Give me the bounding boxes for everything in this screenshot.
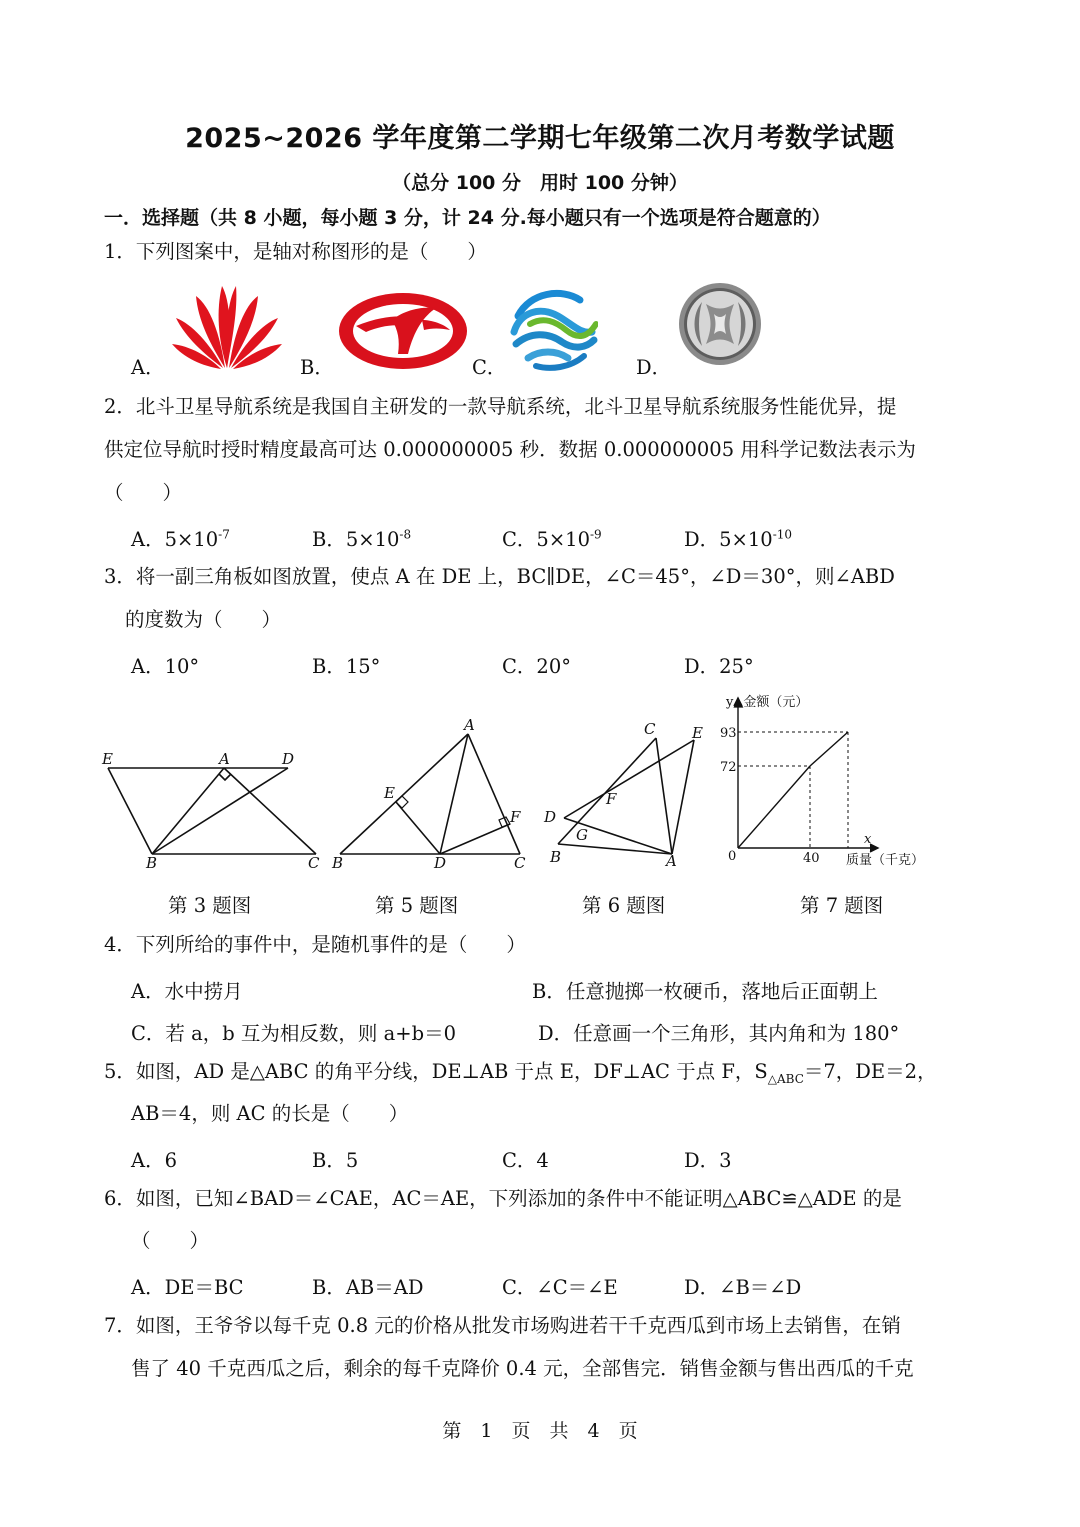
fig5-label-f: F [510,808,521,826]
fig5-label-c: C [514,854,526,872]
q1-option-b-label: B． [300,356,334,379]
q5-option-c: C．4 [502,1149,549,1172]
swirl-logo-icon [510,286,598,372]
fig6-label-b: B [550,848,562,866]
figure-5-diagram [328,716,538,874]
fan-logo-icon [170,282,285,370]
fig5-label-b: B [332,854,344,872]
q2-option-c: C．$5\times 10^{-9}$ [502,527,602,551]
fig7-y-axis-label: y▲金额（元） [726,695,809,710]
silver-ring-logo-icon [676,280,764,368]
q3-option-c: C．20° [502,655,571,678]
page-footer: 第 1 页 共 4 页 [442,1420,638,1442]
fig3-label-d: D [282,750,295,768]
fig3-label-b: B [146,854,158,872]
question-6-line-1: 6．如图，已知∠BAD＝∠CAE，AC＝AE，下列添加的条件中不能证明△ABC≌△ADE 的是 [104,1187,902,1210]
question-5-line-2: AB＝4，则 AC 的长是（ ） [131,1102,409,1125]
fig7-origin: 0 [728,849,737,864]
fig3-label-e: E [102,750,113,768]
fig6-label-e: E [692,724,703,742]
question-7-line-1: 7．如图，王爷爷以每千克 0.8 元的价格从批发市场购进若干千克西瓜到市场上去销售，在销 [104,1314,901,1337]
question-3-line-2: 的度数为（ ） [125,608,282,631]
q6-option-a: A．DE＝BC [131,1276,244,1299]
q2-option-b: B．$5\times 10^{-8}$ [312,527,412,551]
figure-3-caption: 第 3 题图 [168,894,252,917]
question-6-line-2: （ ） [131,1229,210,1252]
figure-7-caption: 第 7 题图 [800,894,884,917]
q1-option-a-label: A． [131,356,165,379]
figure-5-caption: 第 5 题图 [375,894,459,917]
question-3-line-1: 3．将一副三角板如图放置，使点 A 在 DE 上，BC∥DE，∠C＝45°，∠D＝30°，则∠ABD [104,565,895,588]
q4-option-b: B．任意抛掷一枚硬币，落地后正面朝上 [532,980,878,1003]
q3-option-b: B．15° [312,655,381,678]
question-1-stem: 1．下列图案中，是轴对称图形的是（ ） [104,240,487,263]
q4-option-a: A．水中捞月 [131,980,243,1003]
fig7-x-symbol: x [864,832,872,847]
q5-option-a: A．6 [131,1149,177,1172]
q1-option-d-label: D． [636,356,672,379]
fig7-tick-40: 40 [803,851,820,866]
question-4-stem: 4．下列所给的事件中，是随机事件的是（ ） [104,933,526,956]
q3-option-a: A．10° [131,655,200,678]
question-7-line-2: 售了 40 千克西瓜之后，剩余的每千克降价 0.4 元，全部售完．销售金额与售出西瓜的千克 [131,1357,914,1380]
fig6-label-d: D [544,808,557,826]
fig3-label-c: C [308,854,320,872]
oval-logo-icon [336,290,470,372]
q6-option-d: D．∠B＝∠D [684,1276,802,1299]
section-heading: 一．选择题（共 8 小题，每小题 3 分，计 24 分.每小题只有一个选项是符合题意的） [104,207,831,229]
fig5-label-d: D [434,854,447,872]
q2-option-a: A．$5\times 10^{-7}$ [131,527,230,551]
q1-option-c-label: C． [472,356,507,379]
fig3-label-a: A [219,750,230,768]
fig5-label-a: A [464,716,475,734]
question-2-line-3: （ ） [104,481,183,504]
q5-option-b: B．5 [312,1149,359,1172]
q6-option-b: B．AB＝AD [312,1276,424,1299]
question-5-line-1: 5．如图，AD 是△ABC 的角平分线，DE⊥AB 于点 E，DF⊥AC 于点 F，$S_{\triangle ABC}=7$，DE＝2， [104,1060,937,1086]
fig6-label-f: F [606,790,617,808]
fig6-label-g: G [576,826,588,844]
fig6-label-a: A [666,852,677,870]
figure-7-graph [716,688,942,876]
q2-option-d: D．$5\times 10^{-10}$ [684,527,793,551]
fig7-tick-93: 93 [720,726,737,741]
q3-option-d: D．25° [684,655,754,678]
q6-option-c: C．∠C＝∠E [502,1276,618,1299]
figure-6-caption: 第 6 题图 [582,894,666,917]
exam-title: 2025~2026 学年度第二学期七年级第二次月考数学试题 [185,123,895,154]
question-2-line-2: 供定位导航时授时精度最高可达 0.000000005 秒．数据 0.000000005 用科学记数法表示为 [104,438,916,461]
figure-3-diagram [98,748,330,873]
figure-6-diagram [540,718,712,874]
question-2-line-1: 2．北斗卫星导航系统是我国自主研发的一款导航系统，北斗卫星导航系统服务性能优异，提 [104,395,897,418]
exam-subtitle: （总分 100 分 用时 100 分钟） [392,172,688,194]
q4-option-d: D．任意画一个三角形，其内角和为 180° [538,1022,900,1045]
q4-option-c: C．若 a，b 互为相反数，则 a+b＝0 [131,1022,456,1045]
fig7-tick-72: 72 [720,760,737,775]
fig5-label-e: E [384,784,395,802]
fig7-x-axis-label: 质量（千克） [846,853,925,868]
q5-option-d: D．3 [684,1149,732,1172]
fig6-label-c: C [644,720,656,738]
